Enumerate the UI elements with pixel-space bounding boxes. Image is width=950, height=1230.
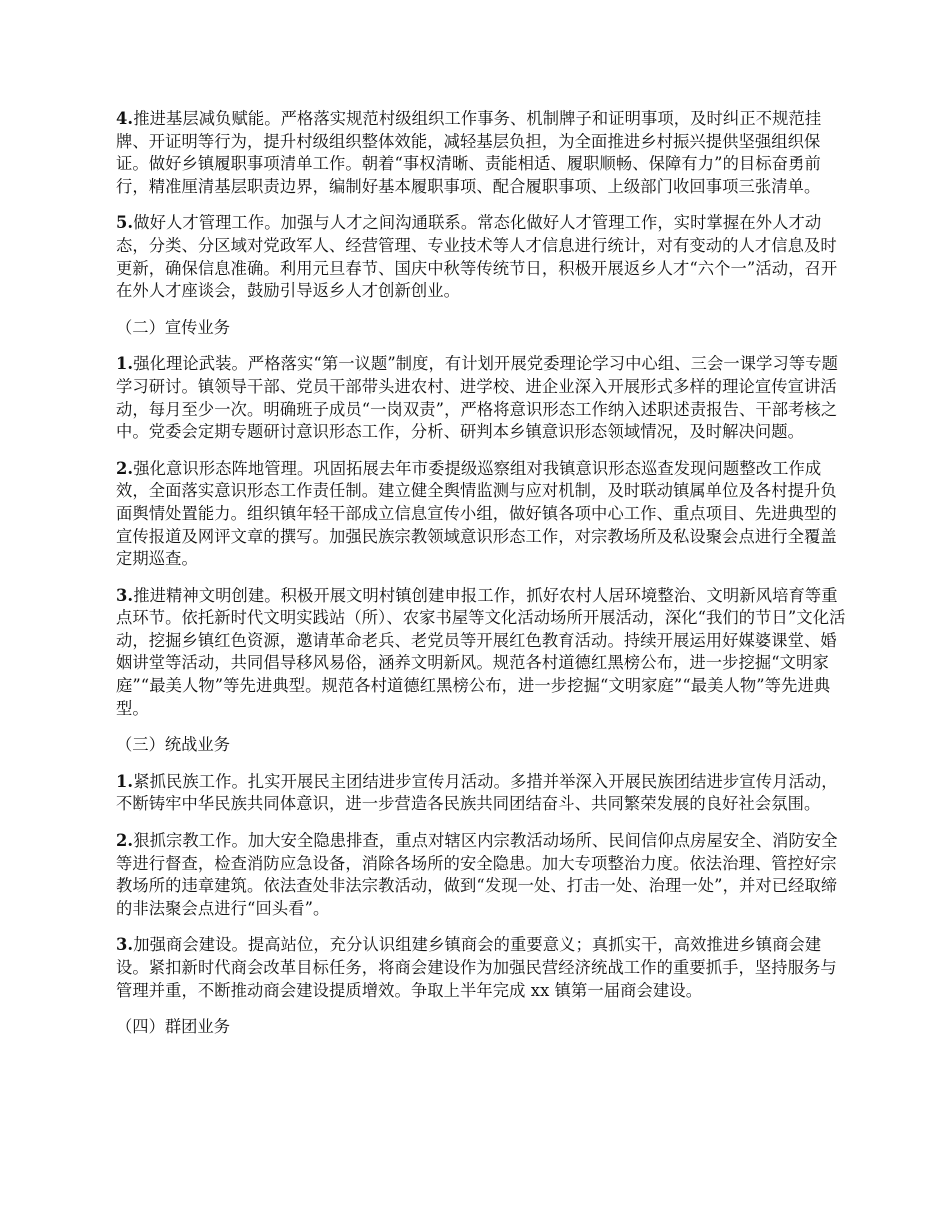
- paragraph-item: [116, 771, 851, 816]
- item-number: 3.: [116, 935, 134, 955]
- paragraph-item: [116, 458, 851, 571]
- item-number: 1.: [116, 354, 134, 374]
- item-number: 5.: [116, 213, 134, 233]
- item-number: 2.: [116, 458, 134, 478]
- document-page: [116, 108, 851, 1053]
- item-text: 加强商会建设。提高站位，充分认识组建乡镇商会的重要意义；真抓实干，高效推进乡镇商会建设。紧扣新时代商会改革目标任务，将商会建设作为加强民营经济统战工作的重要抓手，坚持服务与管理并重，不断推动商会建设提质增效。争取上半年完成 xx 镇第一届商会建设。: [116, 935, 837, 1000]
- paragraph-item: [116, 353, 851, 443]
- item-number: 2.: [116, 831, 134, 851]
- section-heading: （三）统战业务: [116, 735, 230, 755]
- item-text: 推进基层减负赋能。严格落实规范村级组织工作事务、机制牌子和证明事项，及时纠正不规范挂牌、开证明等行为，提升村级组织整体效能，减轻基层负担，为全面推进乡村振兴提供坚强组织保证。做好乡镇履职事项清单工作。朝着“事权清晰、责能相适、履职顺畅、保障有力”的目标奋勇前行，精准厘清基层职责边界，编制好基本履职事项、配合履职事项、上级部门收回事项三张清单。: [116, 109, 822, 196]
- item-text: 推进精神文明创建。积极开展文明村镇创建申报工作，抓好农村人居环境整治、文明新风培育等重点环节。依托新时代文明实践站（所）、农家书屋等文化活动场所开展活动，深化“我们的节日”文化活动，挖掘乡镇红色资源，邀请革命老兵、老党员等开展红色教育活动。持续开展运用好媒婆课堂、婚姻讲堂等活动，共同倡导移风易俗，涵养文明新风。规范各村道德红黑榜公布，进一步挖掘“文明家庭”“最美人物”等先进典型。规范各村道德红黑榜公布，进一步挖掘“文明家庭”“最美人物”等先进典型。: [116, 585, 846, 718]
- item-number: 1.: [116, 771, 134, 791]
- item-text: 强化理论武装。严格落实“第一议题”制度，有计划开展党委理论学习中心组、三会一课学习等专题学习研讨。镇领导干部、党员干部带头进农村、进学校、进企业深入开展形式多样的理论宣传宣讲活动，每月至少一次。明确班子成员“一岗双责”，严格将意识形态工作纳入述职述责报告、干部考核之中。党委会定期专题研讨意识形态工作，分析、研判本乡镇意识形态领域情况，及时解决问题。: [116, 354, 839, 442]
- paragraph-item: [116, 934, 851, 1002]
- item-text: 做好人才管理工作。加强与人才之间沟通联系。常态化做好人才管理工作，实时掌握在外人才动态，分类、分区域对党政军人、经营管理、专业技术等人才信息进行统计，对有变动的人才信息及时更新，确保信息准确。利用元旦春节、国庆中秋等传统节日，积极开展返乡人才“六个一”活动，召开在外人才座谈会，鼓励引导返乡人才创新创业。: [116, 213, 838, 301]
- item-text: 狠抓宗教工作。加大安全隐患排查，重点对辖区内宗教活动场所、民间信仰点房屋安全、消防安全等进行督查，检查消防应急设备，消除各场所的安全隐患。加大专项整治力度。依法治理、管控好宗教场所的违章建筑。依法查处非法宗教活动，做到“发现一处、打击一处、治理一处”，并对已经取缔的非法聚会点进行“回头看”。: [116, 831, 838, 918]
- item-text: 紧抓民族工作。扎实开展民主团结进步宣传月活动。多措并举深入开展民族团结进步宣传月活动，不断铸牢中华民族共同体意识，进一步营造各民族共同团结奋斗、共同繁荣发展的良好社会氛围。: [116, 771, 838, 814]
- item-number: 3.: [116, 585, 134, 605]
- item-text: 强化意识形态阵地管理。巩固拓展去年市委提级巡察组对我镇意识形态巡查发现问题整改工作成效，全面落实意识形态工作责任制。建立健全舆情监测与应对机制，及时联动镇属单位及各村提升负面舆情处置能力。组织镇年轻干部成立信息宣传小组，做好镇各项中心工作、重点项目、先进典型的宣传报道及网评文章的撰写。加强民族宗教领域意识形态工作，对宗教场所及私设聚会点进行全覆盖定期巡查。: [116, 458, 837, 569]
- section-heading: （二）宣传业务: [116, 317, 230, 337]
- item-number: 4.: [116, 109, 134, 128]
- paragraph-item: [116, 830, 851, 920]
- paragraph-item: [116, 212, 851, 302]
- paragraph-item: [116, 585, 851, 721]
- section-heading: （四）群团业务: [116, 1017, 230, 1037]
- paragraph-item: [116, 108, 851, 198]
